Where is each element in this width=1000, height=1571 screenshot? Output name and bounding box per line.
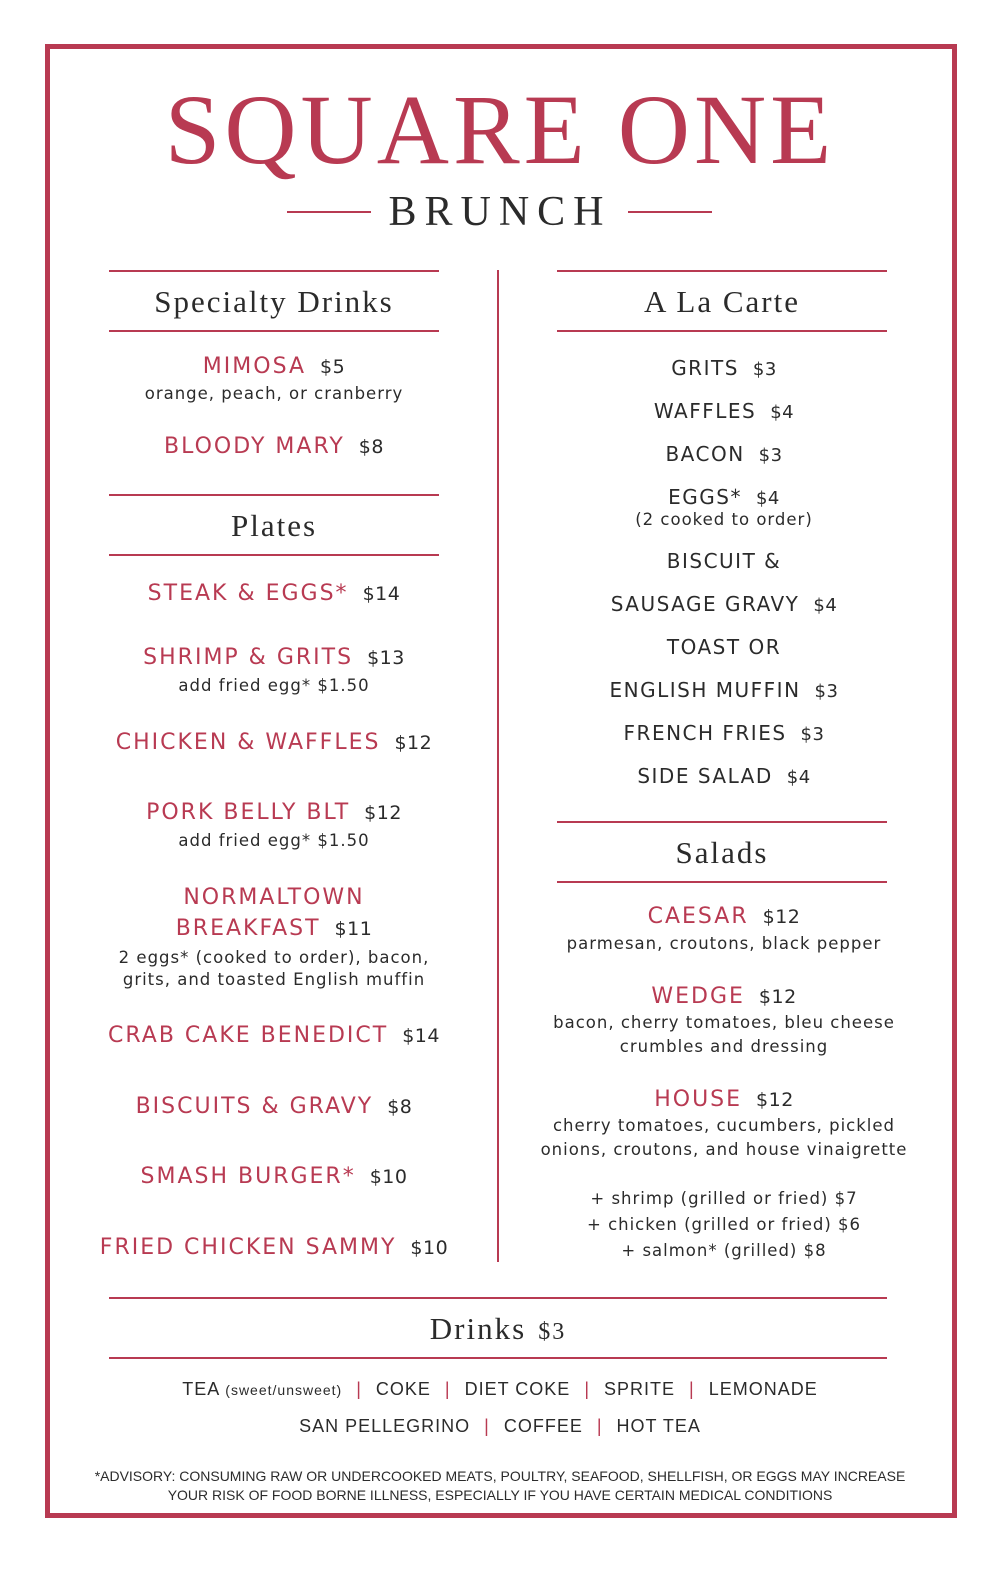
section-rule (557, 270, 887, 272)
item-price: $3 (752, 359, 777, 380)
item-name: CRAB CAKE BENEDICT (108, 1023, 389, 1048)
item-price: $4 (786, 767, 811, 788)
item-price: $3 (800, 724, 825, 745)
section-rule (109, 494, 439, 496)
item-description: orange, peach, or cranberry (144, 384, 404, 403)
carte-item-english-muffin (510, 675, 938, 707)
section-rule (109, 1297, 887, 1299)
separator: | (484, 1416, 490, 1436)
item-name: BISCUITS & GRAVY (135, 1094, 374, 1119)
item-name: EGGS* (668, 485, 742, 509)
drink-hot-tea: HOT TEA (616, 1416, 701, 1436)
item-price: $12 (364, 802, 402, 824)
separator: | (596, 1416, 603, 1436)
menu-item-biscuits-gravy (60, 1092, 488, 1122)
separator: | (444, 1379, 451, 1399)
item-description: crumbles and dressing (619, 1037, 829, 1056)
separator: | (356, 1379, 362, 1399)
item-name: CAESAR (647, 904, 749, 929)
item-name: SHRIMP & GRITS (143, 645, 354, 670)
item-name: SIDE SALAD (637, 764, 773, 788)
drink-coffee: COFFEE (503, 1416, 583, 1436)
salad-item-wedge (510, 982, 938, 1012)
advisory-line: *ADVISORY: CONSUMING RAW OR UNDERCOOKED MEATS, POULTRY, SEAFOOD, SHELLFISH, OR EGGS MAY INCREASE (94, 1468, 906, 1484)
drink-note: (sweet/unsweet) (225, 1382, 343, 1398)
menu-item-bloody-mary (60, 432, 488, 462)
drinks-row-1 (60, 1376, 940, 1403)
item-name: HOUSE (654, 1087, 743, 1112)
a-la-carte-heading: A La Carte (643, 284, 800, 319)
item-description: grits, and toasted English muffin (122, 970, 426, 989)
item-price: $3 (758, 445, 783, 466)
drink-diet-coke: DIET COKE (464, 1379, 571, 1399)
item-name: MIMOSA (202, 354, 306, 379)
item-name: FRENCH FRIES (623, 721, 787, 745)
menu-item-normaltown-name: NORMALTOWN (183, 885, 365, 910)
item-name: SMASH BURGER* (140, 1164, 356, 1189)
item-description: add fried egg* $1.50 (178, 676, 370, 695)
drink-san-pellegrino: SAN PELLEGRINO (299, 1416, 471, 1436)
item-name: PORK BELLY BLT (146, 800, 351, 825)
item-price: $5 (320, 356, 346, 378)
carte-item-grits (510, 353, 938, 385)
item-price: $12 (394, 732, 433, 754)
carte-item-waffles (510, 396, 938, 428)
drink-coke: COKE (375, 1379, 431, 1399)
item-name: BREAKFAST (175, 916, 321, 941)
menu-item-normaltown-breakfast (60, 914, 488, 944)
section-rule (557, 821, 887, 823)
item-name: CHICKEN & WAFFLES (115, 730, 381, 755)
salad-item-house (510, 1085, 938, 1115)
section-rule (109, 270, 439, 272)
drinks-price: $3 (538, 1319, 567, 1345)
item-price: $4 (813, 595, 838, 616)
advisory-line: YOUR RISK OF FOOD BORNE ILLNESS, ESPECIALLY IF YOU HAVE CERTAIN MEDICAL CONDITIONS (167, 1487, 833, 1503)
section-rule (557, 881, 887, 883)
drink-sprite: SPRITE (604, 1379, 676, 1399)
item-price: $14 (402, 1025, 440, 1047)
menu-item-fried-chicken-sammy (60, 1233, 488, 1263)
item-name: FRIED CHICKEN SAMMY (99, 1235, 397, 1260)
salad-addon: + chicken (grilled or fried) $6 (587, 1215, 861, 1234)
drink-lemonade: LEMONADE (708, 1379, 818, 1399)
item-price: $13 (367, 647, 405, 669)
item-description: bacon, cherry tomatoes, bleu cheese (553, 1013, 895, 1032)
section-rule (557, 330, 887, 332)
item-description: add fried egg* $1.50 (178, 831, 370, 850)
item-price: $11 (334, 918, 373, 940)
item-name: WAFFLES (653, 399, 757, 423)
section-rule (109, 330, 439, 332)
restaurant-title: SQUARE ONE (164, 74, 836, 185)
menu-item-crab-cake-benedict (60, 1021, 488, 1051)
item-price: $4 (755, 488, 780, 509)
section-rule (109, 554, 439, 556)
menu-item-pork-belly-blt (60, 798, 488, 828)
menu-item-smash-burger (60, 1162, 488, 1192)
item-name: SAUSAGE GRAVY (610, 592, 800, 616)
section-rule (109, 1357, 887, 1359)
carte-item-bacon (510, 439, 938, 471)
item-description: (2 cooked to order) (635, 510, 813, 529)
item-price: $10 (410, 1237, 449, 1259)
item-price: $3 (814, 681, 839, 702)
drinks-heading (109, 1309, 887, 1352)
item-name: ENGLISH MUFFIN (609, 678, 801, 702)
item-price: $10 (369, 1166, 408, 1188)
item-name: GRITS (671, 356, 739, 380)
separator: | (689, 1379, 695, 1399)
item-price: $14 (362, 583, 401, 605)
menu-item-steak-eggs (60, 579, 488, 609)
item-price: $8 (358, 436, 384, 458)
carte-item-side-salad (510, 761, 938, 793)
plates-heading: Plates (230, 508, 318, 543)
carte-item-toast-line1: TOAST OR (666, 635, 782, 659)
menu-item-mimosa (60, 352, 488, 382)
salad-addon: + shrimp (grilled or fried) $7 (590, 1189, 858, 1208)
drinks-title: Drinks (429, 1311, 527, 1346)
item-name: BLOODY MARY (164, 434, 345, 459)
item-description: parmesan, croutons, black pepper (566, 934, 882, 953)
item-price: $4 (770, 402, 795, 423)
item-price: $12 (756, 1089, 794, 1111)
separator: | (584, 1379, 590, 1399)
item-price: $12 (762, 906, 801, 928)
specialty-drinks-heading: Specialty Drinks (154, 284, 394, 319)
item-description: cherry tomatoes, cucumbers, pickled (552, 1116, 896, 1135)
menu-subtitle: BRUNCH (388, 189, 612, 235)
carte-item-french-fries (510, 718, 938, 750)
carte-item-biscuit-line1: BISCUIT & (666, 549, 782, 573)
drinks-row-2 (60, 1413, 940, 1439)
column-divider (497, 270, 499, 1262)
item-description: 2 eggs* (cooked to order), bacon, (118, 948, 430, 967)
salad-addon: + salmon* (grilled) $8 (621, 1241, 827, 1260)
item-description: onions, croutons, and house vinaigrette (540, 1140, 908, 1159)
item-name: STEAK & EGGS* (147, 581, 349, 606)
item-price: $8 (387, 1096, 413, 1118)
item-name: WEDGE (651, 984, 745, 1009)
salad-item-caesar (510, 902, 938, 932)
salads-heading: Salads (675, 835, 769, 870)
item-price: $12 (758, 986, 797, 1008)
menu-item-chicken-waffles (60, 728, 488, 758)
menu-item-shrimp-grits (60, 643, 488, 673)
drink-tea: TEA (sweet/unsweet) (182, 1379, 343, 1399)
item-name: BACON (665, 442, 745, 466)
carte-item-sausage-gravy (510, 589, 938, 621)
